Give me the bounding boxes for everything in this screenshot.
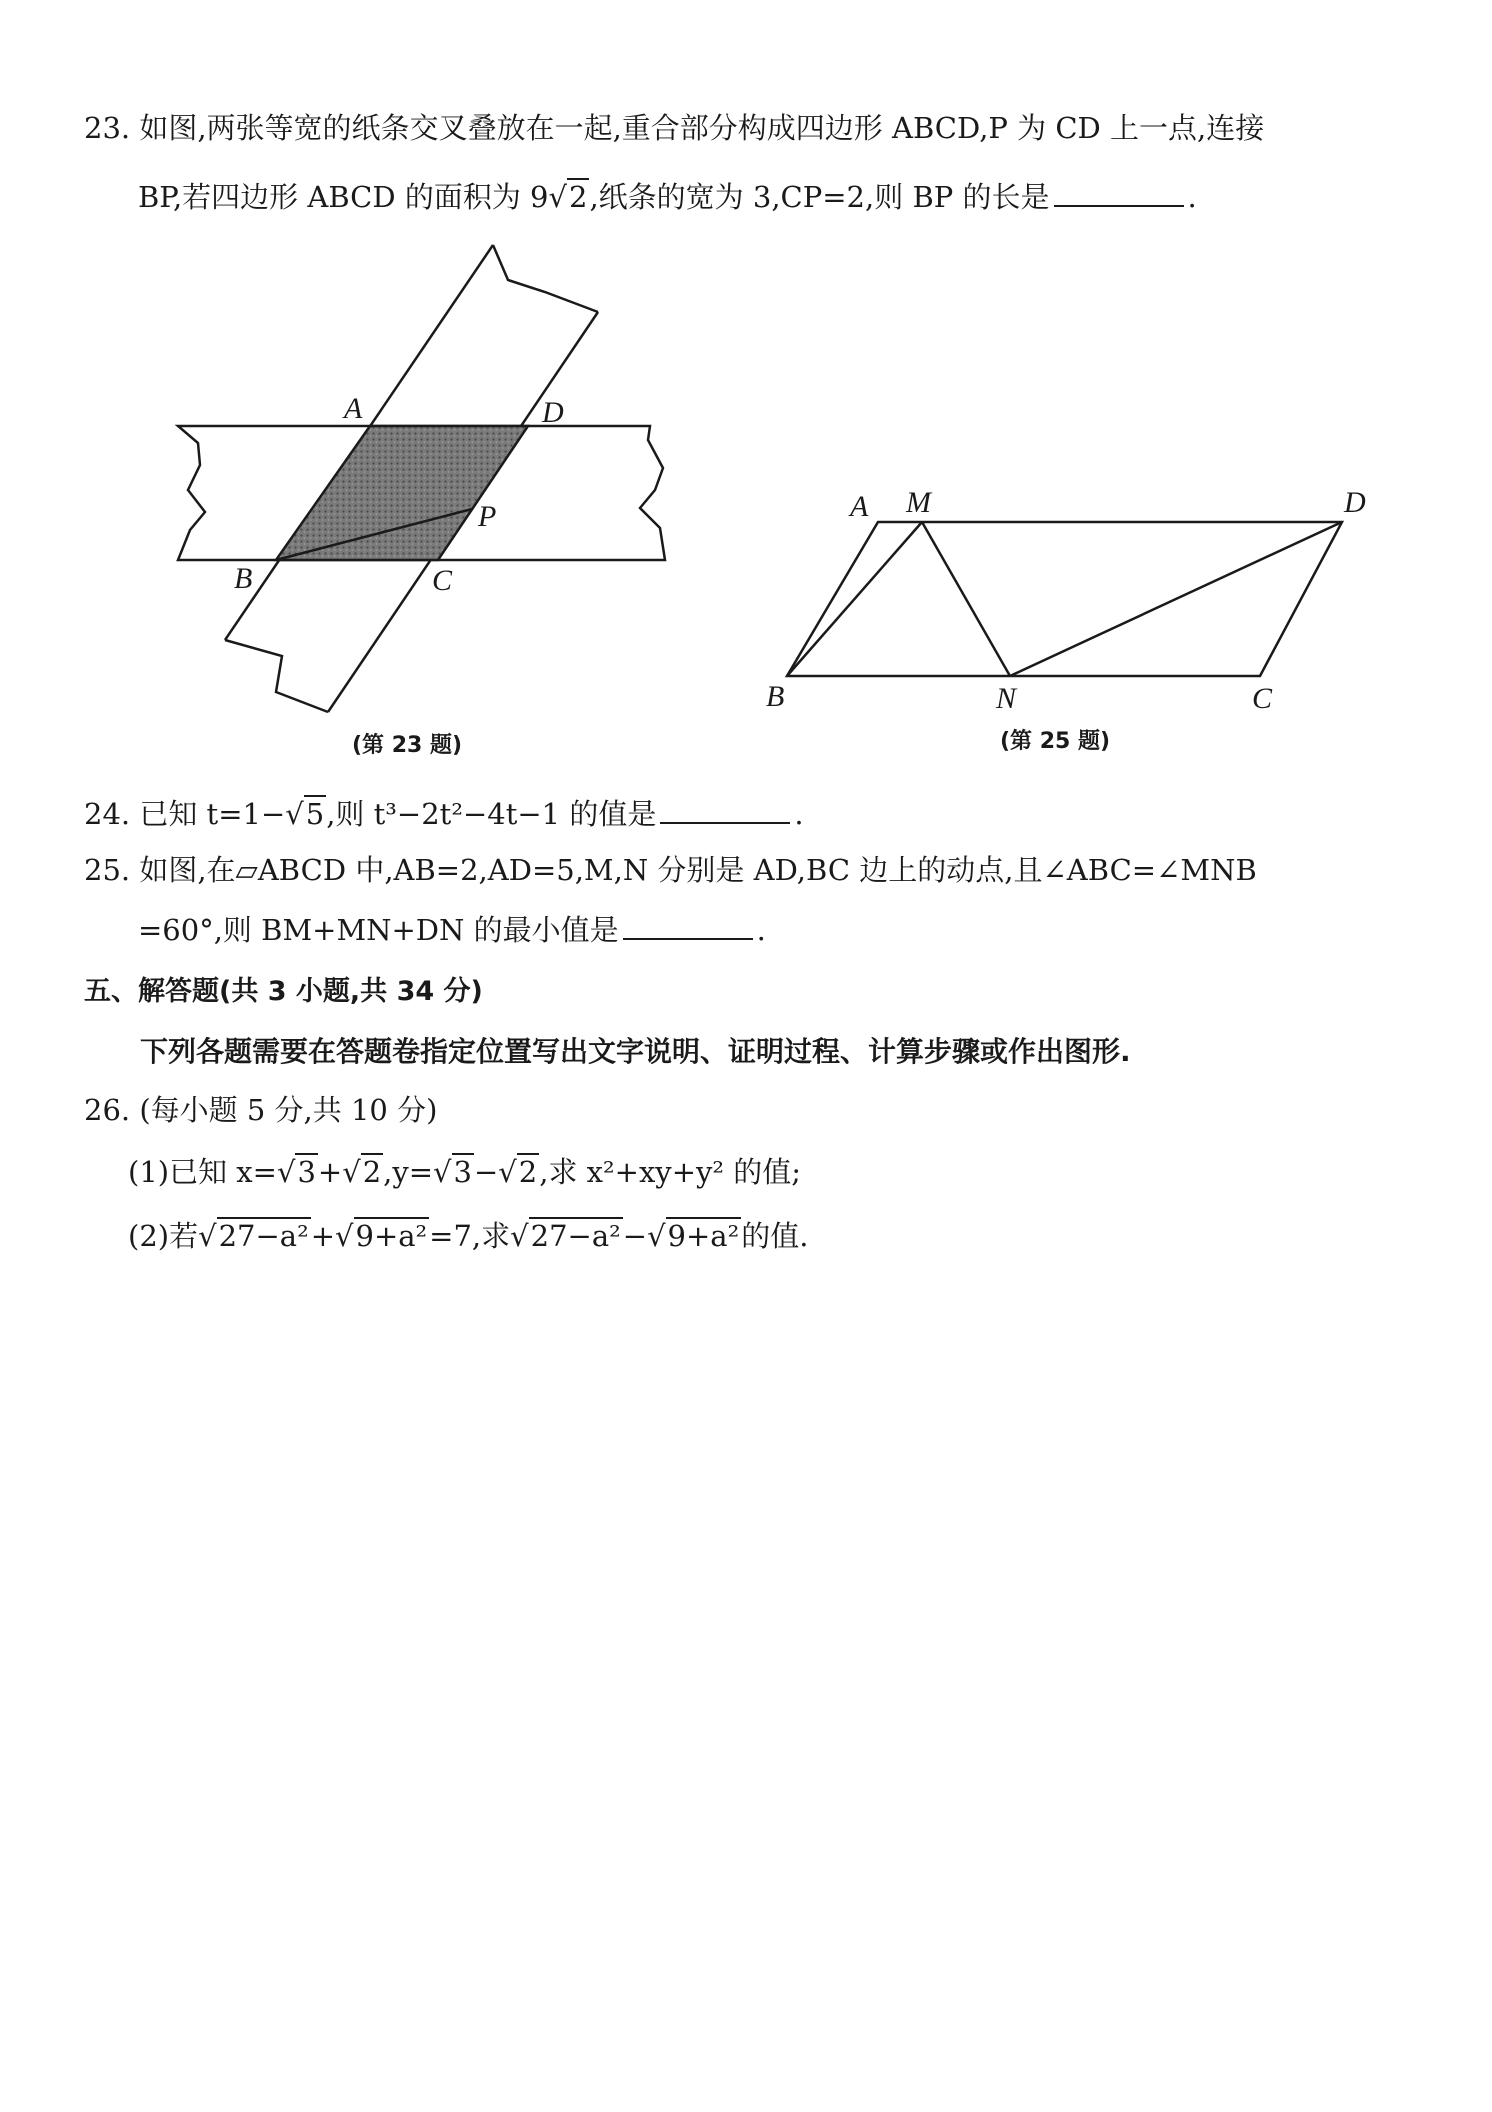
q26-p1-b: + xyxy=(317,1155,343,1189)
q26-header: (每小题 5 分,共 10 分) xyxy=(139,1093,438,1127)
q26-line-header xyxy=(84,1090,437,1130)
q26-part1 xyxy=(128,1152,801,1192)
fig25-label-m: M xyxy=(906,486,931,519)
slanted-strip-bottom-tear xyxy=(225,640,328,712)
fig23-label-a: A xyxy=(344,392,363,425)
q26-p2-rad4: 9+a² xyxy=(667,1219,740,1253)
q23-text-line2a: BP,若四边形 ABCD 的面积为 9 xyxy=(138,180,549,214)
q26-p1-sqrt1: √3 xyxy=(276,1155,316,1189)
q25-number: 25. xyxy=(84,853,131,887)
fig23-label-b: B xyxy=(234,562,253,595)
q24-text-a: 已知 t=1− xyxy=(139,797,286,831)
fig25-label-b: B xyxy=(766,680,785,713)
q26-p1-c: ,y= xyxy=(383,1155,434,1189)
q25-end: . xyxy=(756,913,766,947)
q26-p1-sqrt2: √2 xyxy=(342,1155,382,1189)
q26-p2-e: 的值. xyxy=(741,1219,809,1253)
fig23-label-d: D xyxy=(542,396,564,429)
q26-part2 xyxy=(128,1216,808,1256)
q25-answer-blank xyxy=(623,908,753,940)
q26-p2-rad1: 27−a² xyxy=(218,1219,309,1253)
q23-radicand: 2 xyxy=(569,180,588,214)
q24-text-b: ,则 t³−2t²−4t−1 的值是 xyxy=(326,797,657,831)
q26-p1-sqrt3: √3 xyxy=(433,1155,472,1189)
q26-p2-d: − xyxy=(622,1219,648,1253)
q26-p2-b: + xyxy=(310,1219,336,1253)
segment-nd xyxy=(1010,522,1342,676)
q26-p1-a: (1)已知 x= xyxy=(128,1155,277,1189)
q24-answer-blank xyxy=(660,792,790,824)
segment-bm xyxy=(787,522,922,676)
fig23-label-c: C xyxy=(432,564,453,597)
parallelogram-abcd xyxy=(787,522,1342,676)
q26-p1-rad1: 3 xyxy=(297,1155,316,1189)
q24-radicand: 5 xyxy=(305,797,325,831)
q23-text-line1: 如图,两张等宽的纸条交叉叠放在一起,重合部分构成四边形 ABCD,P 为 CD 上一点,连接 xyxy=(139,111,1265,145)
q25-line2 xyxy=(138,908,766,950)
q24-number: 24. xyxy=(84,797,131,831)
q26-p2-rad3: 27−a² xyxy=(530,1219,621,1253)
q23-sqrt: √2 xyxy=(548,180,588,214)
q24-end: . xyxy=(794,797,804,831)
q26-p1-d: − xyxy=(473,1155,499,1189)
figures-svg xyxy=(0,0,1492,800)
q26-p2-rad2: 9+a² xyxy=(355,1219,428,1253)
fig23-label-p: P xyxy=(478,500,497,533)
fig25-label-a: A xyxy=(850,490,869,523)
fig25-label-d: D xyxy=(1344,486,1366,519)
q25-text-line2: =60°,则 BM+MN+DN 的最小值是 xyxy=(138,913,619,947)
q26-p2-sqrt2: √9+a² xyxy=(335,1219,428,1253)
q23-end: . xyxy=(1187,180,1197,214)
figure-23 xyxy=(178,245,665,712)
q26-p1-rad4: 2 xyxy=(518,1155,538,1189)
q26-p2-sqrt3: √27−a² xyxy=(510,1219,621,1253)
q23-text-line2b: ,纸条的宽为 3,CP=2,则 BP 的长是 xyxy=(589,180,1050,214)
q25-line1 xyxy=(84,850,1257,890)
q26-number: 26. xyxy=(84,1093,131,1127)
q26-p1-rad2: 2 xyxy=(362,1155,382,1189)
q26-p2-sqrt1: √27−a² xyxy=(198,1219,309,1253)
q25-caption: (第 25 题) xyxy=(1000,729,1111,754)
q23-number: 23. xyxy=(84,111,131,145)
q26-p2-sqrt4: √9+a² xyxy=(647,1219,740,1253)
q26-p1-rad3: 3 xyxy=(453,1155,472,1189)
section5-title: 五、解答题(共 3 小题,共 34 分) xyxy=(84,976,483,1007)
q23-caption: (第 23 题) xyxy=(352,733,463,758)
q26-p2-c: =7,求 xyxy=(429,1219,511,1253)
fig25-label-c: C xyxy=(1252,682,1273,715)
q26-p2-a: (2)若 xyxy=(128,1219,199,1253)
section5-instruction: 下列各题需要在答题卷指定位置写出文字说明、证明过程、计算步骤或作出图形. xyxy=(140,1035,1131,1068)
segment-mn xyxy=(922,522,1010,676)
q25-text-line1: 如图,在▱ABCD 中,AB=2,AD=5,M,N 分别是 AD,BC 边上的动点,且∠ABC=∠MNB xyxy=(139,853,1257,887)
figure-25 xyxy=(766,486,1366,715)
q26-p1-e: ,求 x²+xy+y² 的值; xyxy=(539,1155,801,1189)
q26-p1-sqrt4: √2 xyxy=(498,1155,538,1189)
fig25-label-n: N xyxy=(996,682,1017,715)
q24-sqrt: √5 xyxy=(285,797,325,831)
q24-line xyxy=(84,792,804,834)
slanted-strip-top-tear xyxy=(493,245,598,312)
